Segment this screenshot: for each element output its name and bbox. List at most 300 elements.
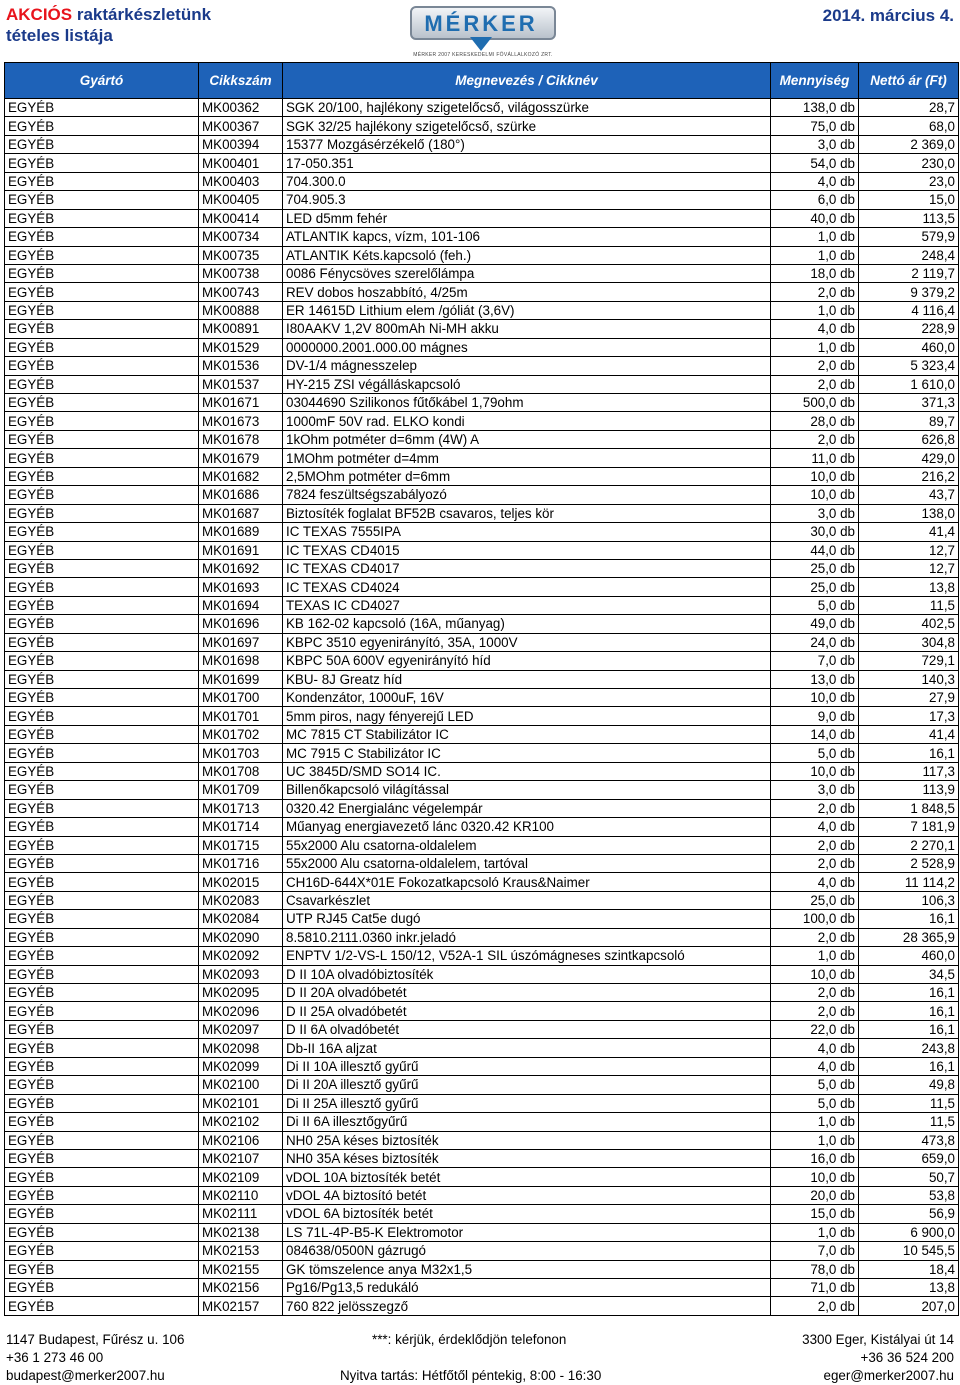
cell-name: D II 6A olvadóbetét [283, 1020, 771, 1038]
cell-name: LED d5mm fehér [283, 209, 771, 227]
cell-name: 760 822 jelösszegző [283, 1297, 771, 1315]
cell-name: 1MOhm potméter d=4mm [283, 449, 771, 467]
table-row [5, 449, 959, 467]
cell-quantity: 1,0 db [771, 246, 859, 264]
cell-net-price: 140,3 [859, 670, 959, 688]
cell-net-price: 16,1 [859, 984, 959, 1002]
cell-manufacturer: EGYÉB [5, 1113, 199, 1131]
cell-sku: MK01699 [199, 670, 283, 688]
cell-net-price: 248,4 [859, 246, 959, 264]
cell-net-price: 13,8 [859, 1279, 959, 1297]
cell-sku: MK01700 [199, 689, 283, 707]
table-row [5, 283, 959, 301]
table-row [5, 965, 959, 983]
cell-sku: MK00414 [199, 209, 283, 227]
table-row [5, 486, 959, 504]
cell-name: 0000000.2001.000.00 mágnes [283, 338, 771, 356]
cell-sku: MK02095 [199, 984, 283, 1002]
cell-net-price: 243,8 [859, 1039, 959, 1057]
cell-quantity: 2,0 db [771, 836, 859, 854]
cell-net-price: 117,3 [859, 762, 959, 780]
cell-name: 5mm piros, nagy fényerejű LED [283, 707, 771, 725]
cell-quantity: 4,0 db [771, 818, 859, 836]
table-row [5, 1186, 959, 1204]
col-header-sku: Cikkszám [199, 63, 283, 99]
cell-net-price: 53,8 [859, 1186, 959, 1204]
cell-name: 1kOhm potméter d=6mm (4W) A [283, 430, 771, 448]
table-row [5, 430, 959, 448]
cell-manufacturer: EGYÉB [5, 984, 199, 1002]
cell-sku: MK02093 [199, 965, 283, 983]
table-row [5, 1279, 959, 1297]
cell-sku: MK02100 [199, 1076, 283, 1094]
cell-quantity: 2,0 db [771, 430, 859, 448]
cell-quantity: 1,0 db [771, 338, 859, 356]
table-row [5, 1113, 959, 1131]
cell-manufacturer: EGYÉB [5, 836, 199, 854]
cell-net-price: 304,8 [859, 633, 959, 651]
cell-net-price: 228,9 [859, 320, 959, 338]
cell-quantity: 25,0 db [771, 559, 859, 577]
cell-name: vDOL 10A biztosíték betét [283, 1168, 771, 1186]
cell-name: D II 25A olvadóbetét [283, 1002, 771, 1020]
cell-name: IC TEXAS CD4024 [283, 578, 771, 596]
stock-table [4, 62, 959, 1316]
table-row [5, 596, 959, 614]
cell-sku: MK02015 [199, 873, 283, 891]
cell-quantity: 2,0 db [771, 984, 859, 1002]
footer-eger-email: eger@merker2007.hu [823, 1368, 954, 1383]
cell-sku: MK01697 [199, 633, 283, 651]
cell-net-price: 729,1 [859, 652, 959, 670]
table-row [5, 854, 959, 872]
cell-manufacturer: EGYÉB [5, 283, 199, 301]
cell-sku: MK00891 [199, 320, 283, 338]
table-row [5, 578, 959, 596]
cell-manufacturer: EGYÉB [5, 1057, 199, 1075]
cell-name: SGK 32/25 hajlékony szigetelőcső, szürke [283, 117, 771, 135]
table-row [5, 320, 959, 338]
footer-center [340, 1331, 602, 1385]
cell-name: LS 71L-4P-B5-K Elektromotor [283, 1223, 771, 1241]
table-row [5, 1020, 959, 1038]
cell-name: REV dobos hoszabbító, 4/25m [283, 283, 771, 301]
cell-sku: MK01673 [199, 412, 283, 430]
cell-net-price: 2 119,7 [859, 264, 959, 282]
cell-manufacturer: EGYÉB [5, 559, 199, 577]
cell-manufacturer: EGYÉB [5, 689, 199, 707]
cell-net-price: 473,8 [859, 1131, 959, 1149]
cell-net-price: 15,0 [859, 191, 959, 209]
cell-sku: MK00405 [199, 191, 283, 209]
cell-quantity: 500,0 db [771, 394, 859, 412]
cell-sku: MK02138 [199, 1223, 283, 1241]
cell-manufacturer: EGYÉB [5, 504, 199, 522]
cell-net-price: 460,0 [859, 338, 959, 356]
cell-net-price: 6 900,0 [859, 1223, 959, 1241]
cell-net-price: 5 323,4 [859, 357, 959, 375]
cell-manufacturer: EGYÉB [5, 596, 199, 614]
cell-manufacturer: EGYÉB [5, 1205, 199, 1223]
cell-net-price: 11 114,2 [859, 873, 959, 891]
cell-manufacturer: EGYÉB [5, 744, 199, 762]
cell-net-price: 113,5 [859, 209, 959, 227]
cell-quantity: 6,0 db [771, 191, 859, 209]
cell-manufacturer: EGYÉB [5, 1020, 199, 1038]
cell-quantity: 78,0 db [771, 1260, 859, 1278]
cell-name: Db-II 16A aljzat [283, 1039, 771, 1057]
cell-net-price: 1 848,5 [859, 799, 959, 817]
cell-name: 55x2000 Alu csatorna-oldalelem [283, 836, 771, 854]
cell-quantity: 40,0 db [771, 209, 859, 227]
cell-sku: MK01703 [199, 744, 283, 762]
cell-name: GK tömszelence anya M32x1,5 [283, 1260, 771, 1278]
table-row [5, 984, 959, 1002]
table-row [5, 357, 959, 375]
cell-sku: MK02090 [199, 928, 283, 946]
cell-quantity: 5,0 db [771, 596, 859, 614]
cell-quantity: 5,0 db [771, 1094, 859, 1112]
cell-manufacturer: EGYÉB [5, 154, 199, 172]
cell-quantity: 2,0 db [771, 799, 859, 817]
cell-net-price: 1 610,0 [859, 375, 959, 393]
cell-name: MC 7915 C Stabilizátor IC [283, 744, 771, 762]
cell-quantity: 13,0 db [771, 670, 859, 688]
cell-manufacturer: EGYÉB [5, 707, 199, 725]
logo-subtitle: MÉRKER 2007 KERESKEDELMI FÖVÁLLALKOZÓ ZRT. [413, 52, 553, 58]
cell-name: 03044690 Szilikonos fűtőkábel 1,79ohm [283, 394, 771, 412]
cell-net-price: 216,2 [859, 467, 959, 485]
col-header-name: Megnevezés / Cikknév [283, 63, 771, 99]
table-row [5, 707, 959, 725]
footer-eger-address: 3300 Eger, Kistályai út 14 [802, 1332, 954, 1347]
cell-quantity: 24,0 db [771, 633, 859, 651]
cell-sku: MK01694 [199, 596, 283, 614]
cell-quantity: 71,0 db [771, 1279, 859, 1297]
cell-sku: MK01693 [199, 578, 283, 596]
cell-net-price: 12,7 [859, 541, 959, 559]
cell-sku: MK01537 [199, 375, 283, 393]
table-row [5, 633, 959, 651]
cell-manufacturer: EGYÉB [5, 430, 199, 448]
cell-name: ATLANTIK Kéts.kapcsoló (feh.) [283, 246, 771, 264]
cell-quantity: 100,0 db [771, 910, 859, 928]
cell-manufacturer: EGYÉB [5, 135, 199, 153]
cell-quantity: 16,0 db [771, 1149, 859, 1167]
table-row [5, 836, 959, 854]
col-header-manufacturer: Gyártó [5, 63, 199, 99]
cell-manufacturer: EGYÉB [5, 615, 199, 633]
table-row [5, 670, 959, 688]
cell-manufacturer: EGYÉB [5, 854, 199, 872]
cell-name: KBPC 3510 egyenirányító, 35A, 1000V [283, 633, 771, 651]
cell-sku: MK01671 [199, 394, 283, 412]
cell-quantity: 18,0 db [771, 264, 859, 282]
cell-manufacturer: EGYÉB [5, 320, 199, 338]
table-row [5, 1168, 959, 1186]
cell-sku: MK02109 [199, 1168, 283, 1186]
table-row [5, 412, 959, 430]
cell-sku: MK01714 [199, 818, 283, 836]
cell-sku: MK02106 [199, 1131, 283, 1149]
cell-sku: MK00362 [199, 99, 283, 117]
cell-manufacturer: EGYÉB [5, 910, 199, 928]
cell-name: 704.300.0 [283, 172, 771, 190]
cell-sku: MK02098 [199, 1039, 283, 1057]
cell-net-price: 230,0 [859, 154, 959, 172]
table-row [5, 781, 959, 799]
cell-quantity: 10,0 db [771, 1168, 859, 1186]
cell-manufacturer: EGYÉB [5, 1149, 199, 1167]
cell-quantity: 1,0 db [771, 1131, 859, 1149]
cell-manufacturer: EGYÉB [5, 1002, 199, 1020]
table-row [5, 1242, 959, 1260]
table-row [5, 1131, 959, 1149]
cell-net-price: 18,4 [859, 1260, 959, 1278]
cell-quantity: 4,0 db [771, 172, 859, 190]
cell-name: 7824 feszültségszabályozó [283, 486, 771, 504]
cell-quantity: 1,0 db [771, 301, 859, 319]
cell-quantity: 22,0 db [771, 1020, 859, 1038]
table-row [5, 818, 959, 836]
cell-manufacturer: EGYÉB [5, 264, 199, 282]
cell-name: ATLANTIK kapcs, vízm, 101-106 [283, 228, 771, 246]
cell-manufacturer: EGYÉB [5, 670, 199, 688]
cell-manufacturer: EGYÉB [5, 928, 199, 946]
cell-quantity: 5,0 db [771, 1076, 859, 1094]
cell-sku: MK02096 [199, 1002, 283, 1020]
cell-sku: MK02157 [199, 1297, 283, 1315]
cell-sku: MK01692 [199, 559, 283, 577]
cell-quantity: 1,0 db [771, 947, 859, 965]
cell-net-price: 34,5 [859, 965, 959, 983]
cell-manufacturer: EGYÉB [5, 301, 199, 319]
cell-name: UTP RJ45 Cat5e dugó [283, 910, 771, 928]
cell-sku: MK00888 [199, 301, 283, 319]
cell-name: vDOL 4A biztosító betét [283, 1186, 771, 1204]
cell-name: Di II 25A illesztő gyűrű [283, 1094, 771, 1112]
cell-quantity: 44,0 db [771, 541, 859, 559]
cell-quantity: 9,0 db [771, 707, 859, 725]
cell-manufacturer: EGYÉB [5, 1168, 199, 1186]
table-row [5, 246, 959, 264]
table-body [5, 99, 959, 1316]
cell-name: TEXAS IC CD4027 [283, 596, 771, 614]
cell-net-price: 2 528,9 [859, 854, 959, 872]
cell-name: 704.905.3 [283, 191, 771, 209]
footer-eger-phone: +36 36 524 200 [860, 1350, 954, 1365]
cell-sku: MK00738 [199, 264, 283, 282]
cell-name: IC TEXAS 7555IPA [283, 523, 771, 541]
cell-name: 1000mF 50V rad. ELKO kondi [283, 412, 771, 430]
table-row [5, 541, 959, 559]
cell-sku: MK01698 [199, 652, 283, 670]
cell-sku: MK02111 [199, 1205, 283, 1223]
table-row [5, 1057, 959, 1075]
cell-quantity: 49,0 db [771, 615, 859, 633]
cell-quantity: 1,0 db [771, 228, 859, 246]
table-row [5, 762, 959, 780]
cell-manufacturer: EGYÉB [5, 357, 199, 375]
cell-net-price: 402,5 [859, 615, 959, 633]
cell-name: Biztosíték foglalat BF52B csavaros, teljes kör [283, 504, 771, 522]
merker-logo [408, 2, 558, 60]
cell-sku: MK02092 [199, 947, 283, 965]
table-row [5, 301, 959, 319]
cell-sku: MK01716 [199, 854, 283, 872]
cell-name: Műanyag energiavezető lánc 0320.42 KR100 [283, 818, 771, 836]
cell-sku: MK02101 [199, 1094, 283, 1112]
cell-net-price: 113,9 [859, 781, 959, 799]
cell-manufacturer: EGYÉB [5, 1039, 199, 1057]
cell-sku: MK02156 [199, 1279, 283, 1297]
cell-manufacturer: EGYÉB [5, 99, 199, 117]
cell-name: D II 20A olvadóbetét [283, 984, 771, 1002]
table-row [5, 615, 959, 633]
cell-quantity: 1,0 db [771, 1113, 859, 1131]
cell-quantity: 11,0 db [771, 449, 859, 467]
cell-quantity: 10,0 db [771, 486, 859, 504]
cell-net-price: 2 270,1 [859, 836, 959, 854]
cell-name: Di II 10A illesztő gyűrű [283, 1057, 771, 1075]
cell-quantity: 2,0 db [771, 283, 859, 301]
table-row [5, 1002, 959, 1020]
cell-quantity: 20,0 db [771, 1186, 859, 1204]
cell-net-price: 10 545,5 [859, 1242, 959, 1260]
cell-sku: MK01679 [199, 449, 283, 467]
cell-sku: MK01536 [199, 357, 283, 375]
cell-sku: MK01709 [199, 781, 283, 799]
cell-quantity: 15,0 db [771, 1205, 859, 1223]
table-row [5, 1039, 959, 1057]
cell-name: MC 7815 CT Stabilizátor IC [283, 725, 771, 743]
cell-sku: MK01696 [199, 615, 283, 633]
cell-manufacturer: EGYÉB [5, 191, 199, 209]
cell-quantity: 2,0 db [771, 375, 859, 393]
table-row [5, 1223, 959, 1241]
table-row [5, 504, 959, 522]
cell-sku: MK01713 [199, 799, 283, 817]
cell-manufacturer: EGYÉB [5, 117, 199, 135]
cell-sku: MK02107 [199, 1149, 283, 1167]
cell-name: I80AAKV 1,2V 800mAh Ni-MH akku [283, 320, 771, 338]
cell-sku: MK02097 [199, 1020, 283, 1038]
cell-sku: MK01708 [199, 762, 283, 780]
cell-sku: MK01687 [199, 504, 283, 522]
cell-sku: MK02099 [199, 1057, 283, 1075]
col-header-net-price: Nettó ár (Ft) [859, 63, 959, 99]
table-row [5, 135, 959, 153]
cell-name: 0320.42 Energialánc végelempár [283, 799, 771, 817]
cell-manufacturer: EGYÉB [5, 818, 199, 836]
table-row [5, 559, 959, 577]
footer-budapest-phone: +36 1 273 46 00 [6, 1350, 104, 1365]
cell-net-price: 27,9 [859, 689, 959, 707]
cell-quantity: 138,0 db [771, 99, 859, 117]
cell-quantity: 30,0 db [771, 523, 859, 541]
logo-text: MÉRKER [424, 11, 538, 36]
cell-name: D II 10A olvadóbiztosíték [283, 965, 771, 983]
cell-manufacturer: EGYÉB [5, 965, 199, 983]
cell-name: ER 14615D Lithium elem /góliát (3,6V) [283, 301, 771, 319]
cell-quantity: 4,0 db [771, 1057, 859, 1075]
cell-manufacturer: EGYÉB [5, 228, 199, 246]
cell-sku: MK02083 [199, 891, 283, 909]
cell-quantity: 10,0 db [771, 762, 859, 780]
cell-manufacturer: EGYÉB [5, 1094, 199, 1112]
cell-net-price: 4 116,4 [859, 301, 959, 319]
cell-quantity: 25,0 db [771, 891, 859, 909]
cell-sku: MK01702 [199, 725, 283, 743]
table-row [5, 375, 959, 393]
cell-net-price: 43,7 [859, 486, 959, 504]
cell-manufacturer: EGYÉB [5, 394, 199, 412]
cell-net-price: 207,0 [859, 1297, 959, 1315]
cell-quantity: 3,0 db [771, 504, 859, 522]
col-header-quantity: Mennyiség [771, 63, 859, 99]
cell-net-price: 12,7 [859, 559, 959, 577]
cell-quantity: 10,0 db [771, 965, 859, 983]
table-row [5, 172, 959, 190]
cell-net-price: 13,8 [859, 578, 959, 596]
cell-quantity: 28,0 db [771, 412, 859, 430]
cell-quantity: 3,0 db [771, 135, 859, 153]
table-row [5, 1260, 959, 1278]
table-row [5, 228, 959, 246]
cell-net-price: 106,3 [859, 891, 959, 909]
table-row [5, 1094, 959, 1112]
cell-name: HY-215 ZSI végálláskapcsoló [283, 375, 771, 393]
cell-sku: MK01529 [199, 338, 283, 356]
footer-opening-hours: Nyitva tartás: Hétfőtől péntekig, 8:00 - 16:30 [340, 1368, 602, 1383]
title-main: raktárkészletünk [76, 5, 212, 24]
cell-name: NH0 35A késes biztosíték [283, 1149, 771, 1167]
table-header-row [5, 63, 959, 99]
table-row [5, 209, 959, 227]
cell-sku: MK02084 [199, 910, 283, 928]
cell-name: 0086 Fénycsöves szerelőlámpa [283, 264, 771, 282]
cell-manufacturer: EGYÉB [5, 486, 199, 504]
cell-manufacturer: EGYÉB [5, 1076, 199, 1094]
cell-name: 17-050.351 [283, 154, 771, 172]
cell-name: Csavarkészlet [283, 891, 771, 909]
cell-net-price: 16,1 [859, 1057, 959, 1075]
cell-quantity: 25,0 db [771, 578, 859, 596]
table-row [5, 1205, 959, 1223]
footer-budapest-email: budapest@merker2007.hu [6, 1368, 165, 1383]
cell-net-price: 11,5 [859, 1094, 959, 1112]
cell-net-price: 11,5 [859, 596, 959, 614]
table-row [5, 689, 959, 707]
cell-manufacturer: EGYÉB [5, 338, 199, 356]
cell-quantity: 2,0 db [771, 854, 859, 872]
cell-quantity: 1,0 db [771, 1223, 859, 1241]
cell-name: Di II 20A illesztő gyűrű [283, 1076, 771, 1094]
table-row [5, 947, 959, 965]
cell-sku: MK02153 [199, 1242, 283, 1260]
cell-net-price: 138,0 [859, 504, 959, 522]
cell-manufacturer: EGYÉB [5, 947, 199, 965]
cell-manufacturer: EGYÉB [5, 375, 199, 393]
title-akcios: AKCIÓS [6, 5, 73, 24]
cell-quantity: 7,0 db [771, 652, 859, 670]
cell-net-price: 89,7 [859, 412, 959, 430]
table-row [5, 191, 959, 209]
cell-name: 084638/0500N gázrugó [283, 1242, 771, 1260]
cell-manufacturer: EGYÉB [5, 725, 199, 743]
cell-sku: MK00403 [199, 172, 283, 190]
table-row [5, 99, 959, 117]
